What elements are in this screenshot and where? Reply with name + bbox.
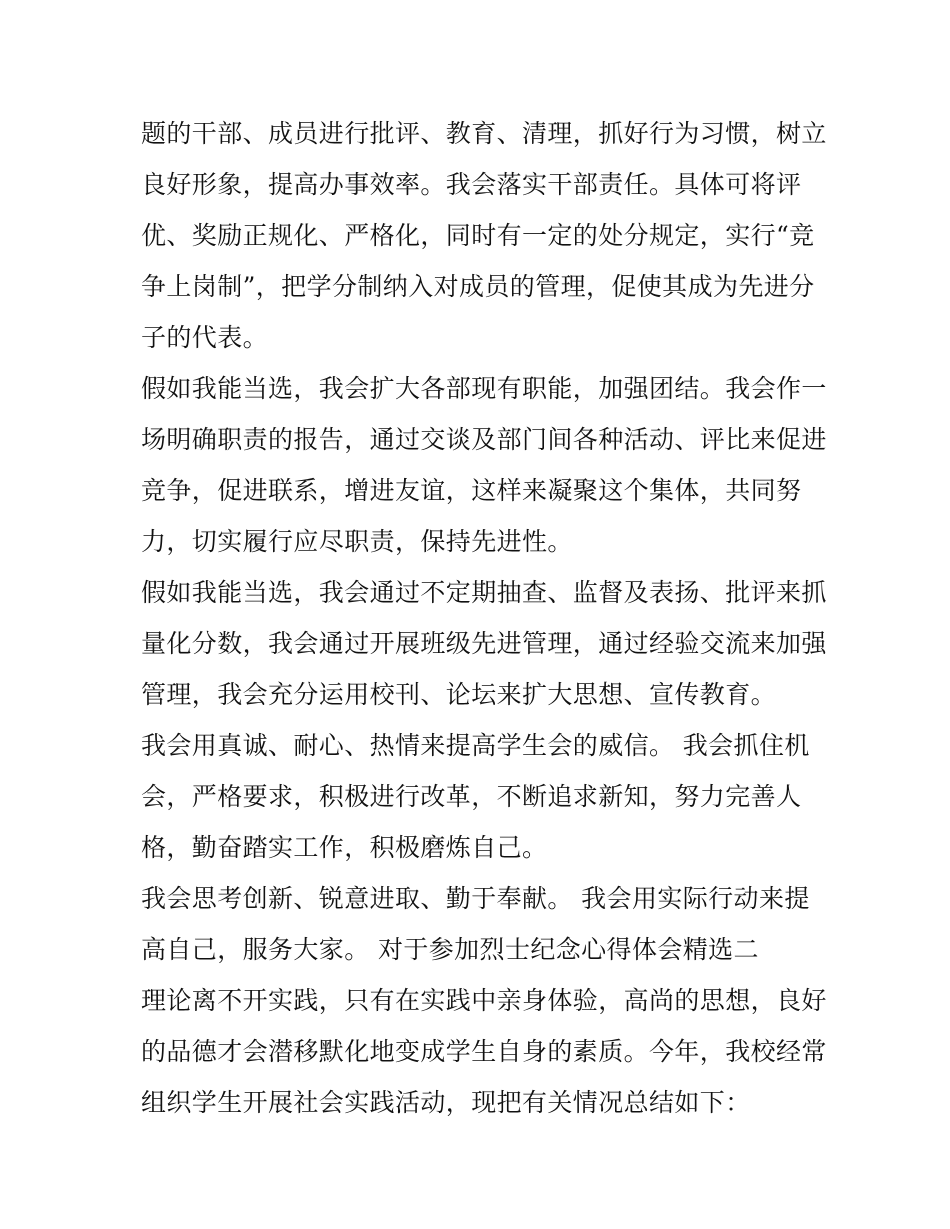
text-line: 的品德才会潜移默化地变成学生自身的素质。今年，我校经常 (141, 1037, 827, 1066)
text-line: 优、奖励正规化、严格化，同时有一定的处分规定，实行“竞 (141, 221, 815, 250)
text-line: 场明确职责的报告，通过交谈及部门间各种活动、评比来促进 (141, 425, 827, 454)
text-line: 组织学生开展社会实践活动，现把有关情况总结如下： (141, 1088, 751, 1117)
text-line: 量化分数，我会通过开展班级先进管理，通过经验交流来加强 (141, 629, 827, 658)
text-line: 会，严格要求，积极进行改革，不断追求新知，努力完善人 (141, 782, 802, 811)
text-line: 子的代表。 (141, 323, 269, 352)
text-line: 题的干部、成员进行批评、教育、清理，抓好行为习惯，树立 (141, 119, 827, 148)
text-line: 格，勤奋踏实工作，积极磨炼自己。 (141, 833, 548, 862)
text-line: 高自己，服务大家。 对于参加烈士纪念心得体会精选二 (141, 935, 759, 964)
text-line: 良好形象，提高办事效率。我会落实干部责任。具体可将评 (141, 170, 802, 199)
text-line: 竞争，促进联系，增进友谊，这样来凝聚这个集体，共同努 (141, 476, 802, 505)
text-line: 力，切实履行应尽职责，保持先进性。 (141, 527, 573, 556)
text-line: 假如我能当选，我会通过不定期抽查、监督及表扬、批评来抓 (141, 578, 827, 607)
text-line: 理论离不开实践，只有在实践中亲身体验，高尚的思想，良好 (141, 986, 827, 1015)
text-line: 我会思考创新、锐意进取、勤于奉献。 我会用实际行动来提 (141, 884, 810, 913)
body-text (141, 108, 827, 1128)
text-line: 假如我能当选，我会扩大各部现有职能，加强团结。我会作一 (141, 374, 827, 403)
text-line: 我会用真诚、耐心、热情来提高学生会的威信。 我会抓住机 (141, 731, 810, 760)
text-line: 争上岗制”，把学分制纳入对成员的管理，促使其成为先进分 (141, 272, 815, 301)
text-line: 管理，我会充分运用校刊、论坛来扩大思想、宣传教育。 (141, 680, 777, 709)
